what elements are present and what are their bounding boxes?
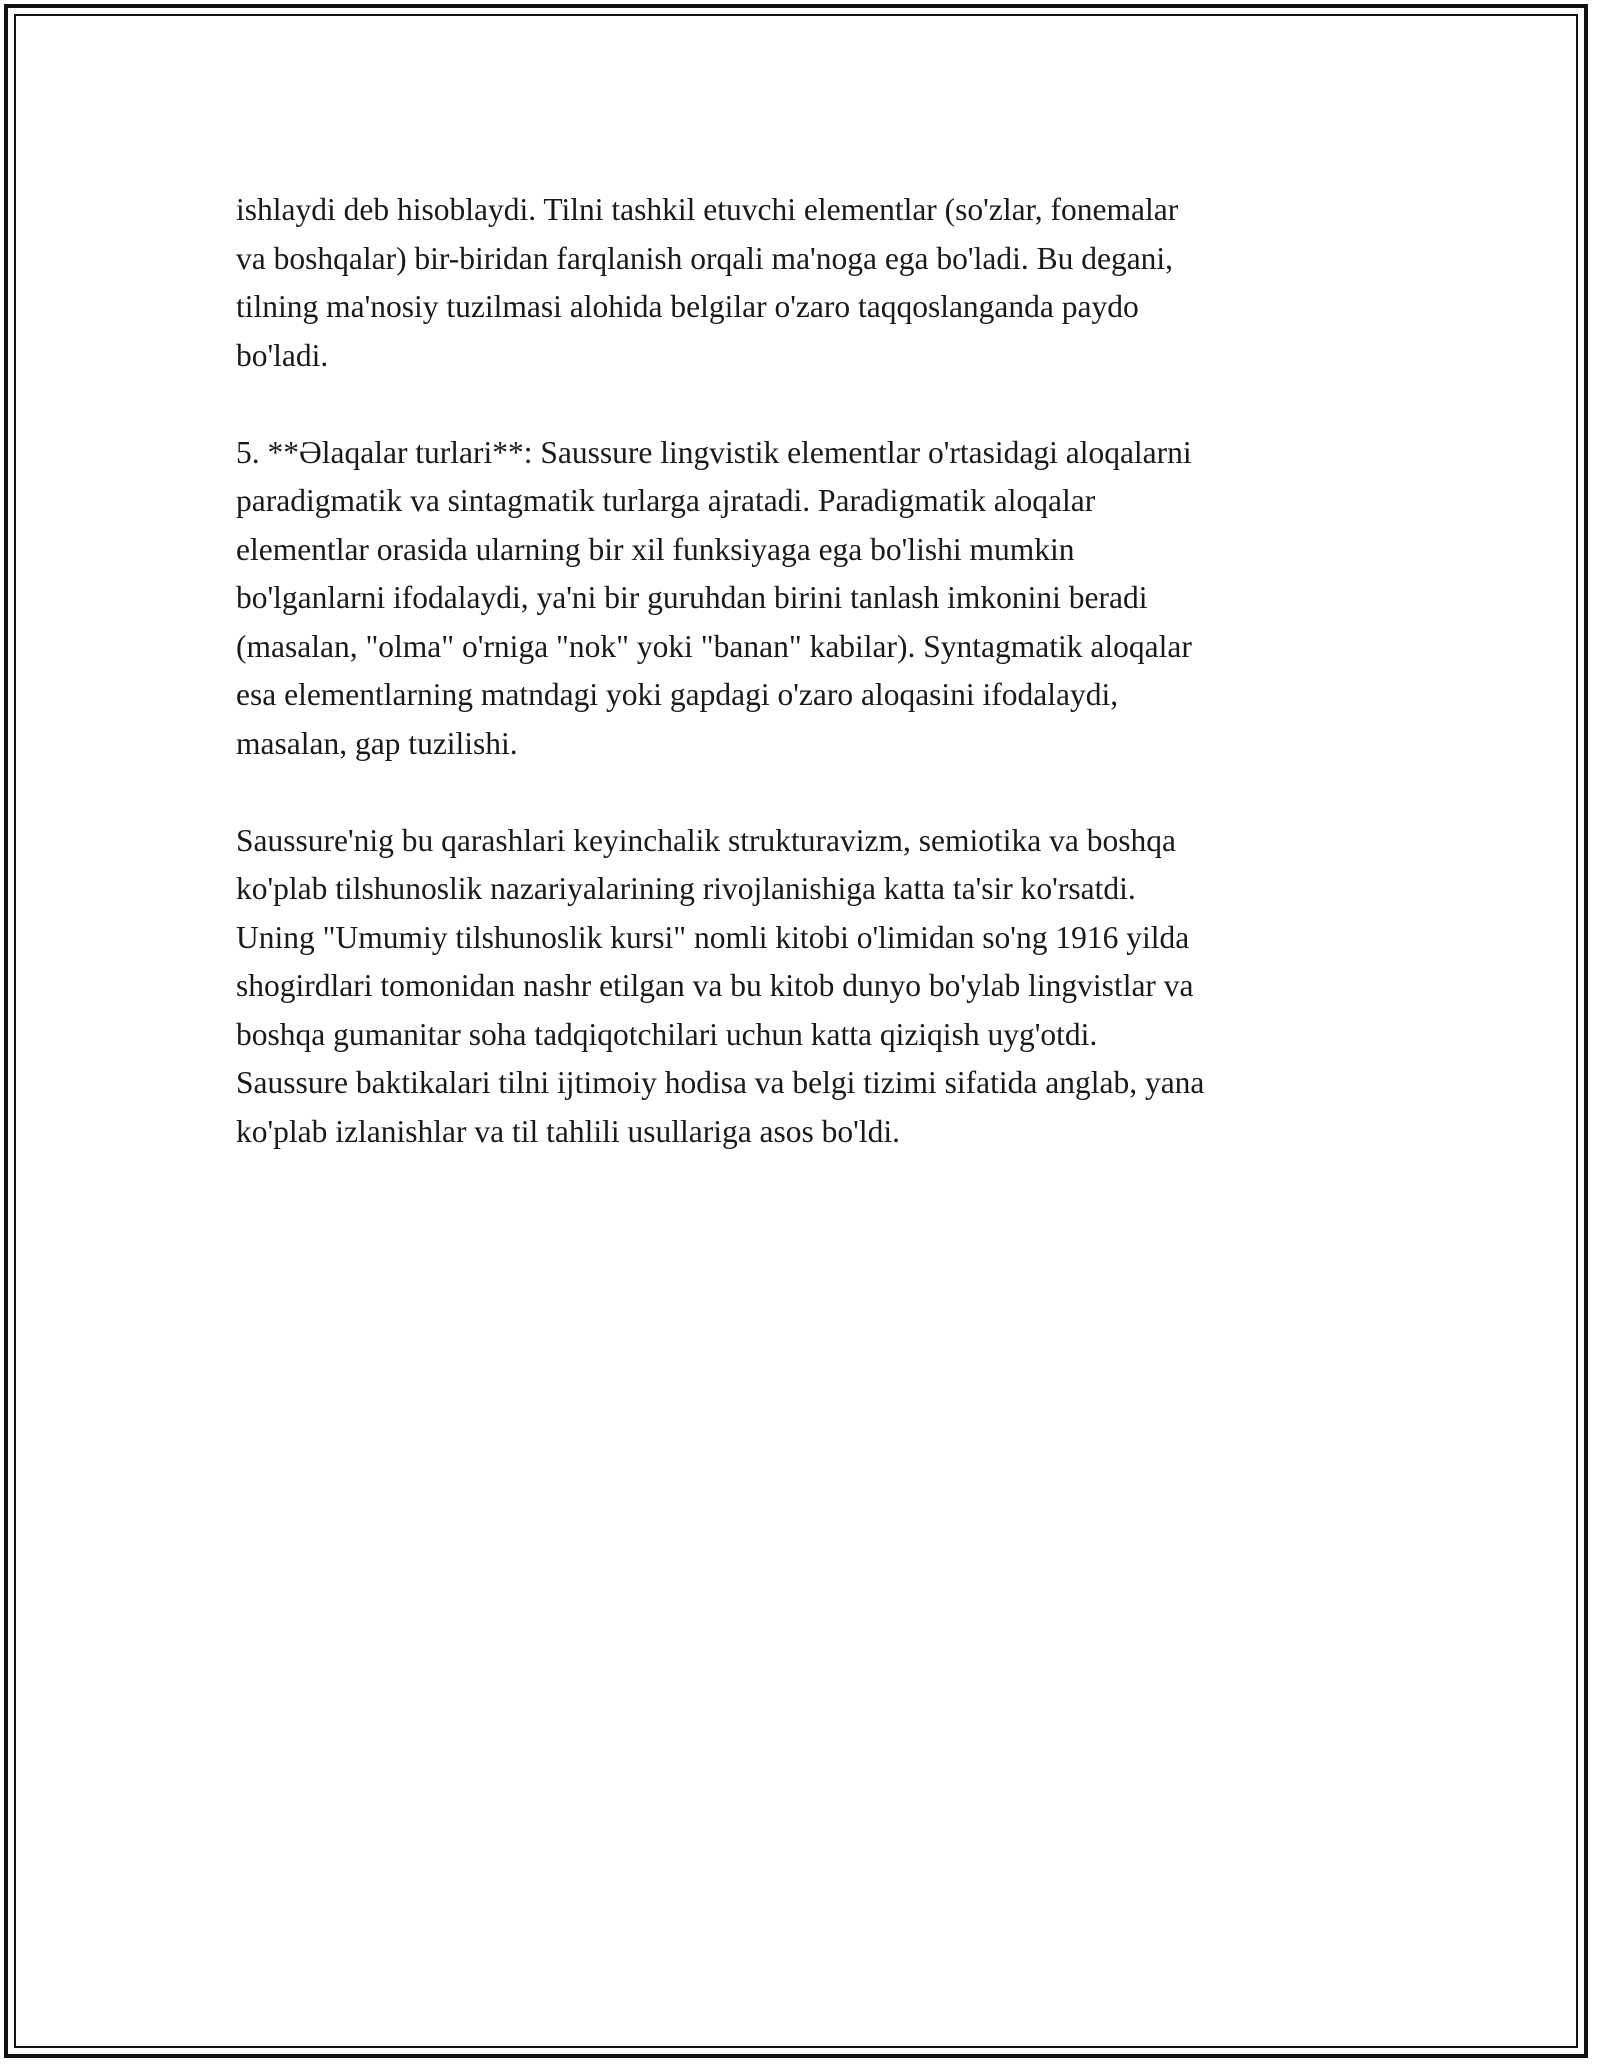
document-body [236,186,1376,1156]
paragraph-relation-types: 5. **Əlaqalar turlari**: Saussure lingvistik elementlar o'rtasidagi aloqalarni paradigmatik va sintagmatik turlarga ajratadi. Paradigmatik aloqalar elementlar orasida ularning bir xil funksiyaga ega bo'lishi mumkin bo'lganlarni ifodalaydi, ya'ni bir guruhdan birini tanlash imkonini beradi (masalan, "olma" o'rniga "nok" yoki "banan" kabilar). Syntagmatik aloqalar esa elementlarning matndagi yoki gapdagi o'zaro aloqasini ifodalaydi, masalan, gap tuzilishi. [236,434,1192,761]
paragraph-conclusion: Saussure'nig bu qarashlari keyinchalik strukturavizm, semiotika va boshqa ko'plab tilshunoslik nazariyalarining rivojlanishiga katta ta'sir ko'rsatdi. Uning "Umumiy tilshunoslik kursi" nomli kitobi o'limidan so'ng 1916 yilda shogirdlari tomonidan nashr etilgan va bu kitob dunyo bo'ylab lingvistlar va boshqa gumanitar soha tadqiqotchilari uchun katta qiziqish uyg'otdi. Saussure baktikalari tilni ijtimoiy hodisa va belgi tizimi sifatida anglab, yana ko'plab izlanishlar va til tahlili usullariga asos bo'ldi. [236,822,1205,1149]
paragraph-continuation: ishlaydi deb hisoblaydi. Tilni tashkil etuvchi elementlar (so'zlar, fonemalar va boshqalar) bir-biridan farqlanish orqali ma'noga ega bo'ladi. Bu degani, tilning ma'nosiy tuzilmasi alohida belgilar o'zaro taqqoslanganda paydo bo'ladi. [236,192,1179,373]
